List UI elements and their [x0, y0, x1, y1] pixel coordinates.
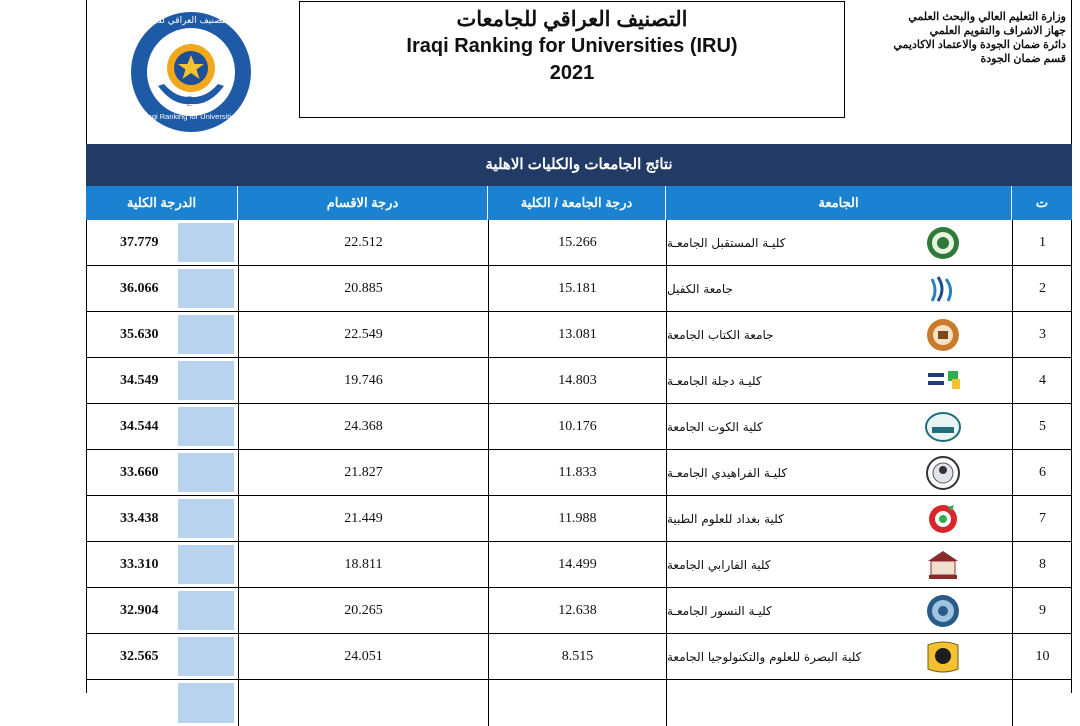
university-name: كلية الفارابي الجامعة — [667, 557, 771, 572]
column-header-uni: درجة الجامعة / الكلية — [488, 186, 666, 220]
university-name-cell — [666, 404, 1012, 449]
university-name-cell — [666, 542, 1012, 587]
score-bar — [178, 361, 234, 400]
kut-logo-icon — [924, 409, 962, 445]
total-score: 33.660 — [120, 464, 159, 480]
uni-score: 12.638 — [488, 588, 666, 633]
total-score-cell — [86, 450, 238, 495]
total-score: 33.310 — [120, 556, 159, 572]
uni-score: 10.176 — [488, 404, 666, 449]
uni-score: 15.181 — [488, 266, 666, 311]
dept-score: 21.449 — [238, 496, 488, 541]
total-score: 33.438 — [120, 510, 159, 526]
logo-center-letters: IRU — [185, 96, 191, 107]
university-name: كليـة المستقبل الجامعـة — [667, 235, 786, 250]
rank-number: 10 — [1012, 634, 1072, 679]
rank-number — [1012, 680, 1072, 726]
rank-number: 2 — [1012, 266, 1072, 311]
dept-score: 24.051 — [238, 634, 488, 679]
rank-number: 7 — [1012, 496, 1072, 541]
university-name-cell — [666, 312, 1012, 357]
table-row — [86, 542, 1072, 588]
rank-number: 5 — [1012, 404, 1072, 449]
uni-score: 14.499 — [488, 542, 666, 587]
logo-bottom-text: Iraqi Ranking for Universities — [143, 112, 239, 121]
rank-number: 8 — [1012, 542, 1072, 587]
title-arabic: التصنيف العراقي للجامعات — [456, 8, 688, 31]
rank-number: 4 — [1012, 358, 1072, 403]
total-score: 35.630 — [120, 326, 159, 342]
rank-number: 6 — [1012, 450, 1072, 495]
dept-score: 18.811 — [238, 542, 488, 587]
table-row — [86, 450, 1072, 496]
uni-score: 15.266 — [488, 220, 666, 265]
dept-score: 19.746 — [238, 358, 488, 403]
logo-ring-text: التصنيف العراقي للجامعات — [130, 16, 230, 26]
total-score: 34.549 — [120, 372, 159, 388]
table-row — [86, 358, 1072, 404]
dijla-logo-icon — [924, 363, 962, 399]
uni-score: 11.988 — [488, 496, 666, 541]
score-bar — [178, 545, 234, 584]
total-score-cell — [86, 496, 238, 541]
university-name-cell — [666, 358, 1012, 403]
column-header-rank: ت — [1012, 186, 1072, 220]
rank-number: 9 — [1012, 588, 1072, 633]
red-green-logo-icon — [924, 501, 962, 537]
dept-score: 20.265 — [238, 588, 488, 633]
uni-score: 13.081 — [488, 312, 666, 357]
total-score-cell — [86, 358, 238, 403]
table-row — [86, 496, 1072, 542]
total-score-cell — [86, 588, 238, 633]
dept-score — [238, 680, 488, 726]
ministry-line: دائرة ضمان الجودة والاعتماد الاكاديمي — [893, 39, 1066, 51]
uni-score — [488, 680, 666, 726]
orange-seal-logo-icon — [924, 317, 962, 353]
university-name-cell — [666, 496, 1012, 541]
total-score-cell — [86, 266, 238, 311]
table-row — [86, 266, 1072, 312]
score-bar — [178, 407, 234, 446]
nusoor-seal-logo-icon — [924, 593, 962, 629]
university-name: كلية البصرة للعلوم والتكنولوجيا الجامعة — [667, 649, 862, 664]
score-bar — [178, 591, 234, 630]
university-name-cell — [666, 220, 1012, 265]
title-year: 2021 — [549, 62, 595, 84]
total-score-cell — [86, 220, 238, 265]
title-box — [299, 1, 845, 118]
table-row — [86, 220, 1072, 266]
score-bar — [178, 315, 234, 354]
total-score-cell — [86, 404, 238, 449]
basra-emblem-logo-icon — [924, 639, 962, 675]
university-name-cell — [666, 680, 1012, 726]
column-header-total: الدرجة الكلية — [86, 186, 238, 220]
score-bar — [178, 683, 234, 723]
dept-score: 22.512 — [238, 220, 488, 265]
total-score-cell — [86, 312, 238, 357]
total-score: 32.904 — [120, 602, 159, 618]
table-row — [86, 404, 1072, 450]
university-name-cell — [666, 588, 1012, 633]
uni-score: 14.803 — [488, 358, 666, 403]
farahidi-seal-logo-icon — [924, 455, 962, 491]
results-banner: نتائج الجامعات والكليات الاهلية — [86, 144, 1072, 186]
table-row — [86, 312, 1072, 358]
column-header-name: الجامعة — [666, 186, 1012, 220]
total-score: 37.779 — [120, 234, 159, 250]
university-name: كليـة دجلة الجامعـة — [667, 373, 762, 388]
table-row — [86, 588, 1072, 634]
ministry-line: قسم ضمان الجودة — [980, 53, 1066, 65]
dept-score: 20.885 — [238, 266, 488, 311]
iru-logo — [128, 8, 254, 136]
university-name: كلية الكوت الجامعة — [667, 419, 763, 434]
uni-score: 11.833 — [488, 450, 666, 495]
university-name-cell — [666, 450, 1012, 495]
column-header-dept: درجة الاقسام — [238, 186, 488, 220]
university-name-cell — [666, 266, 1012, 311]
total-score: 32.565 — [120, 648, 159, 664]
uni-score: 8.515 — [488, 634, 666, 679]
table-row — [86, 634, 1072, 680]
dept-score: 24.368 — [238, 404, 488, 449]
farabi-building-logo-icon — [924, 547, 962, 583]
total-score-cell — [86, 634, 238, 679]
score-bar — [178, 223, 234, 262]
total-score: 36.066 — [120, 280, 159, 296]
university-name: جامعة الكفيل — [667, 281, 733, 296]
dept-score: 21.827 — [238, 450, 488, 495]
university-name: جامعة الكتاب الجامعة — [667, 327, 774, 342]
green-seal-logo-icon — [924, 225, 962, 261]
rank-number: 3 — [1012, 312, 1072, 357]
ministry-block — [846, 10, 1066, 66]
total-score-cell — [86, 542, 238, 587]
university-name: كليـة النسور الجامعـة — [667, 603, 772, 618]
table-row-partial — [86, 680, 1072, 726]
score-bar — [178, 499, 234, 538]
blue-wave-logo-icon — [924, 271, 962, 307]
score-bar — [178, 269, 234, 308]
ministry-line: وزارة التعليم العالي والبحث العلمي — [908, 11, 1066, 23]
title-english: Iraqi Ranking for Universities (IRU) — [406, 35, 738, 57]
total-score-cell — [86, 680, 238, 726]
total-score: 34.544 — [120, 418, 159, 434]
university-name: كليـة الفراهيدي الجامعـة — [667, 465, 788, 480]
dept-score: 22.549 — [238, 312, 488, 357]
university-name-cell — [666, 634, 1012, 679]
score-bar — [178, 453, 234, 492]
ministry-line: جهاز الاشراف والتقويم العلمي — [929, 25, 1066, 37]
score-bar — [178, 637, 234, 676]
university-name: كلية بغداد للعلوم الطبية — [667, 511, 784, 526]
rank-number: 1 — [1012, 220, 1072, 265]
